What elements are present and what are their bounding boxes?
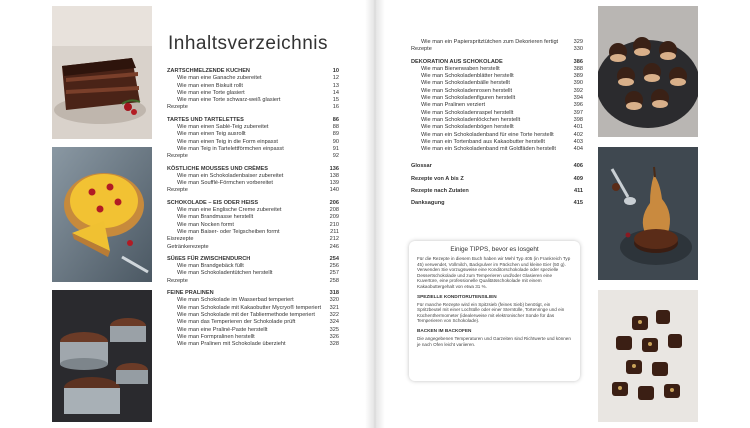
toc-page-number: 318 [329, 290, 339, 297]
toc-entry [167, 305, 339, 312]
toc-page-number: 13 [332, 82, 339, 89]
toc-entry [167, 207, 339, 214]
toc-page-number: 15 [332, 97, 339, 104]
toc-entry [411, 132, 583, 139]
pear-dessert-photo [598, 147, 698, 280]
toc-entry [167, 139, 339, 146]
toc-entry-title: Eisrezepte [167, 236, 194, 243]
toc-entry-title: Wie man Schokoladenbögen herstellt [421, 124, 514, 131]
toc-page-number: 390 [573, 80, 583, 87]
toc-entry-title: Wie man Schokolade mit der Tabliermethode temperiert [177, 311, 315, 318]
toc-entry-title: Wie man Baiser- oder Teigscheiben formt [177, 228, 280, 235]
toc-entry [167, 124, 339, 131]
toc-entry-title: Wie man ein Papierspritztütchen zum Dekorieren fertigt [421, 39, 559, 45]
toc-page-number: 89 [332, 131, 339, 138]
toc-page-number: 258 [329, 277, 339, 284]
toc-right-column [411, 39, 583, 208]
toc-page-number: 86 [332, 116, 339, 123]
toc-section [167, 256, 339, 263]
toc-entry [167, 222, 339, 229]
toc-page-number: 12 [332, 75, 339, 82]
toc-entry [167, 173, 339, 180]
tips-box [409, 241, 580, 381]
toc-page-number: 386 [573, 58, 583, 65]
toc-entry-title: DEKORATION AUS SCHOKOLADE [411, 58, 503, 65]
toc-entry-title: Wie man einen Teig in die Form einpasst [177, 138, 278, 145]
toc-entry-title: SCHOKOLADE – EIS ODER HEISS [167, 199, 259, 206]
toc-page-number: 209 [329, 214, 339, 221]
toc-page-number: 402 [573, 131, 583, 138]
toc-page-number: 321 [329, 304, 339, 311]
toc-page-number: 398 [573, 116, 583, 123]
toc-entry [167, 327, 339, 334]
toc-page-number: 210 [329, 221, 339, 228]
toc-entry [167, 244, 339, 251]
toc-page-number: 139 [329, 180, 339, 187]
toc-entry-title: KÖSTLICHE MOUSSES UND CRÈMES [167, 165, 269, 172]
toc-entry-title: Wie man Brandgebäck füllt [177, 263, 244, 270]
toc-entry-title: Wie man eine Torte glasiert [177, 89, 245, 96]
toc-page-number: 394 [573, 95, 583, 102]
tips-baking-text: Die angegebenen Temperaturen und Garzeiten sind Richtwerte und können je nach Ofen leicht variieren. [417, 335, 571, 347]
toc-page-number: 397 [573, 109, 583, 116]
toc-section [167, 290, 339, 297]
toc-entry [411, 39, 583, 46]
toc-entry-title: Wie man Brandmasse herstellt [177, 214, 254, 221]
toc-entry-title: Getränkerezepte [167, 243, 209, 250]
toc-entry [411, 46, 583, 53]
toc-entry-title: Wie man Schokoladenbälle herstellt [421, 80, 510, 87]
tart-photo [52, 147, 152, 282]
toc-entry-title: Wie man Schokolade im Wasserbad temperiert [177, 297, 294, 304]
toc-page-number: 388 [573, 65, 583, 72]
toc-entry [167, 75, 339, 82]
toc-page-number: 406 [573, 163, 583, 170]
toc-entry [167, 97, 339, 104]
toc-entry-title: Rezepte [167, 104, 188, 111]
toc-page-number: 411 [573, 188, 583, 195]
toc-entry-title: Wie man Nocken formt [177, 221, 234, 228]
toc-page-number: 324 [329, 319, 339, 326]
toc-page-number: 404 [573, 146, 583, 153]
tips-title: Einige TIPPS, bevor es losgeht [450, 246, 539, 253]
toc-page-number: 90 [332, 138, 339, 145]
toc-entry-title: Wie man Pralinen verziert [421, 102, 486, 109]
toc-entry-title: Rezepte [167, 187, 188, 194]
toc-entry-title: Wie man einen Sablé-Teig zubereitet [177, 124, 269, 131]
toc-entry-title: SÜßES FÜR ZWISCHENDURCH [167, 255, 251, 262]
toc-entry-title: Wie man ein Tortenband aus Kakaobutter herstellt [421, 138, 545, 145]
toc-page-number: 208 [329, 207, 339, 214]
toc-entry-title: Rezepte [167, 153, 188, 160]
toc-entry [167, 341, 339, 348]
toc-entry [167, 236, 339, 243]
toc-page-number: 140 [329, 187, 339, 194]
toc-entry [411, 146, 583, 153]
toc-page-number: 211 [330, 228, 339, 235]
toc-entry-title: Wie man einen Biskuit rollt [177, 82, 243, 89]
toc-entry-title: TARTES UND TARTELETTES [167, 116, 244, 123]
toc-entry-title: Wie man eine Torte schwarz-weiß glasiert [177, 97, 281, 104]
toc-entry [411, 66, 583, 73]
toc-page-number: 136 [329, 165, 339, 172]
toc-gap [411, 153, 583, 158]
toc-page-number: 246 [329, 243, 339, 250]
toc-entry-title: Wie man einen Teig ausrollt [177, 131, 246, 138]
toc-entry [167, 334, 339, 341]
toc-entry [167, 146, 339, 153]
toc-entry-title: Danksagung [411, 200, 445, 207]
toc-page-number: 254 [329, 255, 339, 262]
toc-entry [411, 73, 583, 80]
toc-entry-title: Rezepte [411, 46, 432, 53]
toc-section [411, 176, 583, 183]
toc-entry [167, 153, 339, 160]
toc-entry [167, 90, 339, 97]
toc-entry-title: Rezepte von A bis Z [411, 175, 464, 182]
toc-entry-title: FEINE PRALINEN [167, 290, 214, 297]
toc-section [411, 59, 583, 66]
pralines-photo [598, 290, 698, 422]
toc-page-number: 256 [329, 263, 339, 270]
toc-page-number: 396 [573, 102, 583, 109]
toc-page-number: 322 [329, 311, 339, 318]
toc-page-number: 206 [329, 199, 339, 206]
toc-page-number: 257 [329, 270, 339, 277]
toc-entry-title: Rezepte nach Zutaten [411, 188, 469, 195]
toc-entry-title: ZARTSCHMELZENDE KUCHEN [167, 68, 250, 74]
toc-entry-title: Wie man Formpralinen herstellt [177, 333, 255, 340]
toc-entry-title: Wie man ein Schokoladenband für eine Torte herstellt [421, 131, 554, 138]
toc-page-number: 92 [332, 153, 339, 160]
toc-entry [167, 229, 339, 236]
toc-entry [411, 117, 583, 124]
toc-entry [167, 263, 339, 270]
cake-photo [52, 6, 152, 139]
tips-heading-baking: BACKEN IM BACKOFEN [417, 327, 472, 333]
toc-page-number: 392 [573, 87, 583, 94]
toc-left-column [167, 68, 339, 348]
toc-section [411, 163, 583, 170]
toc-entry-title: Wie man Schokoladenlöckchen herstellt [421, 116, 521, 123]
toc-entry-title: Wie man Soufflé-Förmchen vorbereitet [177, 180, 273, 187]
toc-entry-title: Wie man eine Englische Creme zubereitet [177, 207, 282, 214]
book-gutter [365, 0, 385, 428]
toc-page-number: 415 [573, 200, 583, 207]
toc-entry [167, 214, 339, 221]
toc-page-number: 88 [332, 124, 339, 131]
toc-entry [411, 88, 583, 95]
toc-entry-title: Wie man Schokoladenrosen herstellt [421, 87, 513, 94]
toc-entry-title: Wie man Bienenwaben herstellt [421, 65, 500, 72]
toc-entry [167, 270, 339, 277]
toc-page-number: 403 [573, 138, 583, 145]
toc-page-number: 10 [332, 68, 339, 74]
toc-section [411, 188, 583, 195]
toc-entry [411, 124, 583, 131]
toc-entry [167, 278, 339, 285]
toc-entry-title: Rezepte [167, 277, 188, 284]
toc-page-number: 330 [573, 46, 583, 53]
toc-page-number: 326 [329, 333, 339, 340]
toc-entry-title: Wie man Pralinen mit Schokolade überzieht [177, 341, 286, 348]
toc-entry [167, 104, 339, 111]
toc-entry-title: Wie man ein Schokoladenbaiser zubereitet [177, 172, 284, 179]
toc-entry [167, 131, 339, 138]
toc-page-number: 325 [329, 326, 339, 333]
toc-page-number: 212 [329, 236, 339, 243]
tips-intro: Für die Rezepte in diesem Buch haben wir Mehl Typ 405 (in Frankreich Typ 45) verwendet, Vollmilch, Backpulver im Päckchen und kleine Eier (50 g). Verwenden Sie vorzugsweise eine Konditorschokolade oder spezielle Dessertschokolade und zum Temperieren und/oder Glasieren eine Kuvertüre, eine professionelle Qualitätsschokolade mit einem Kakaobuttergehalt von etwa 31 %. [417, 256, 571, 289]
petits-fours-photo [598, 6, 698, 137]
toc-entry [167, 180, 339, 187]
toc-page-number: 389 [573, 73, 583, 80]
toc-section [167, 117, 339, 124]
toc-entry [167, 83, 339, 90]
toc-entry-title: Wie man Schokoladenraspel herstellt [421, 109, 514, 116]
toc-section [167, 200, 339, 207]
toc-page-number: 409 [573, 175, 583, 182]
toc-page-number: 16 [332, 104, 339, 111]
toc-entry-title: Wie man ein Schokoladenband mit Goldfäden herstellt [421, 146, 556, 153]
toc-entry-title: Wie man Schokolade mit Kakaobutter Mycryo® temperiert [177, 304, 322, 311]
toc-entry [411, 80, 583, 87]
toc-page-number: 14 [332, 89, 339, 96]
toc-page-number: 401 [573, 124, 583, 131]
toc-entry [411, 110, 583, 117]
toc-entry-title: Wie man Teig in Tartelettförmchen einpasst [177, 145, 284, 152]
toc-entry [411, 102, 583, 109]
toc-entry-title: Wie man eine Ganache zubereitet [177, 75, 262, 82]
toc-entry-title: Wie man Schokoladenblätter herstellt [421, 73, 514, 80]
toc-entry-title: Glossar [411, 163, 432, 170]
toc-entry [167, 187, 339, 194]
toc-entry-title: Wie man eine Praliné-Paste herstellt [177, 326, 268, 333]
tips-heading-utensils: SPEZIELLE KONDITORUTENSILIEN [417, 293, 497, 299]
toc-section [411, 200, 583, 207]
toc-page-number: 328 [329, 341, 339, 348]
toc-entry [167, 297, 339, 304]
toc-page-number: 329 [573, 39, 583, 45]
tips-utensils-text: Für manche Rezepte wird ein Spitzsieb (feines Sieb) benötigt, ein Spritzbeutel mit einer Lochtülle oder einer Sterntülle, Tortenringe und ein Küchenthermometer (idealerweise mit elektronischer Sonde für das Temperieren von Schokolade). [417, 301, 565, 324]
toc-entry [411, 139, 583, 146]
toc-entry [411, 95, 583, 102]
toc-section [167, 68, 339, 75]
toc-page-number: 138 [329, 172, 339, 179]
page-title: Inhaltsverzeichnis [168, 33, 329, 54]
toc-section [167, 166, 339, 173]
toc-entry-title: Wie man das Temperieren der Schokolade prüft [177, 319, 296, 326]
souffle-photo [52, 290, 152, 422]
toc-entry-title: Wie man Schokoladentütchen herstellt [177, 270, 273, 277]
toc-entry [167, 319, 339, 326]
toc-entry-title: Wie man Schokoladenfiguren herstellt [421, 95, 516, 102]
toc-entry [167, 312, 339, 319]
toc-page-number: 320 [329, 297, 339, 304]
toc-page-number: 91 [332, 145, 339, 152]
